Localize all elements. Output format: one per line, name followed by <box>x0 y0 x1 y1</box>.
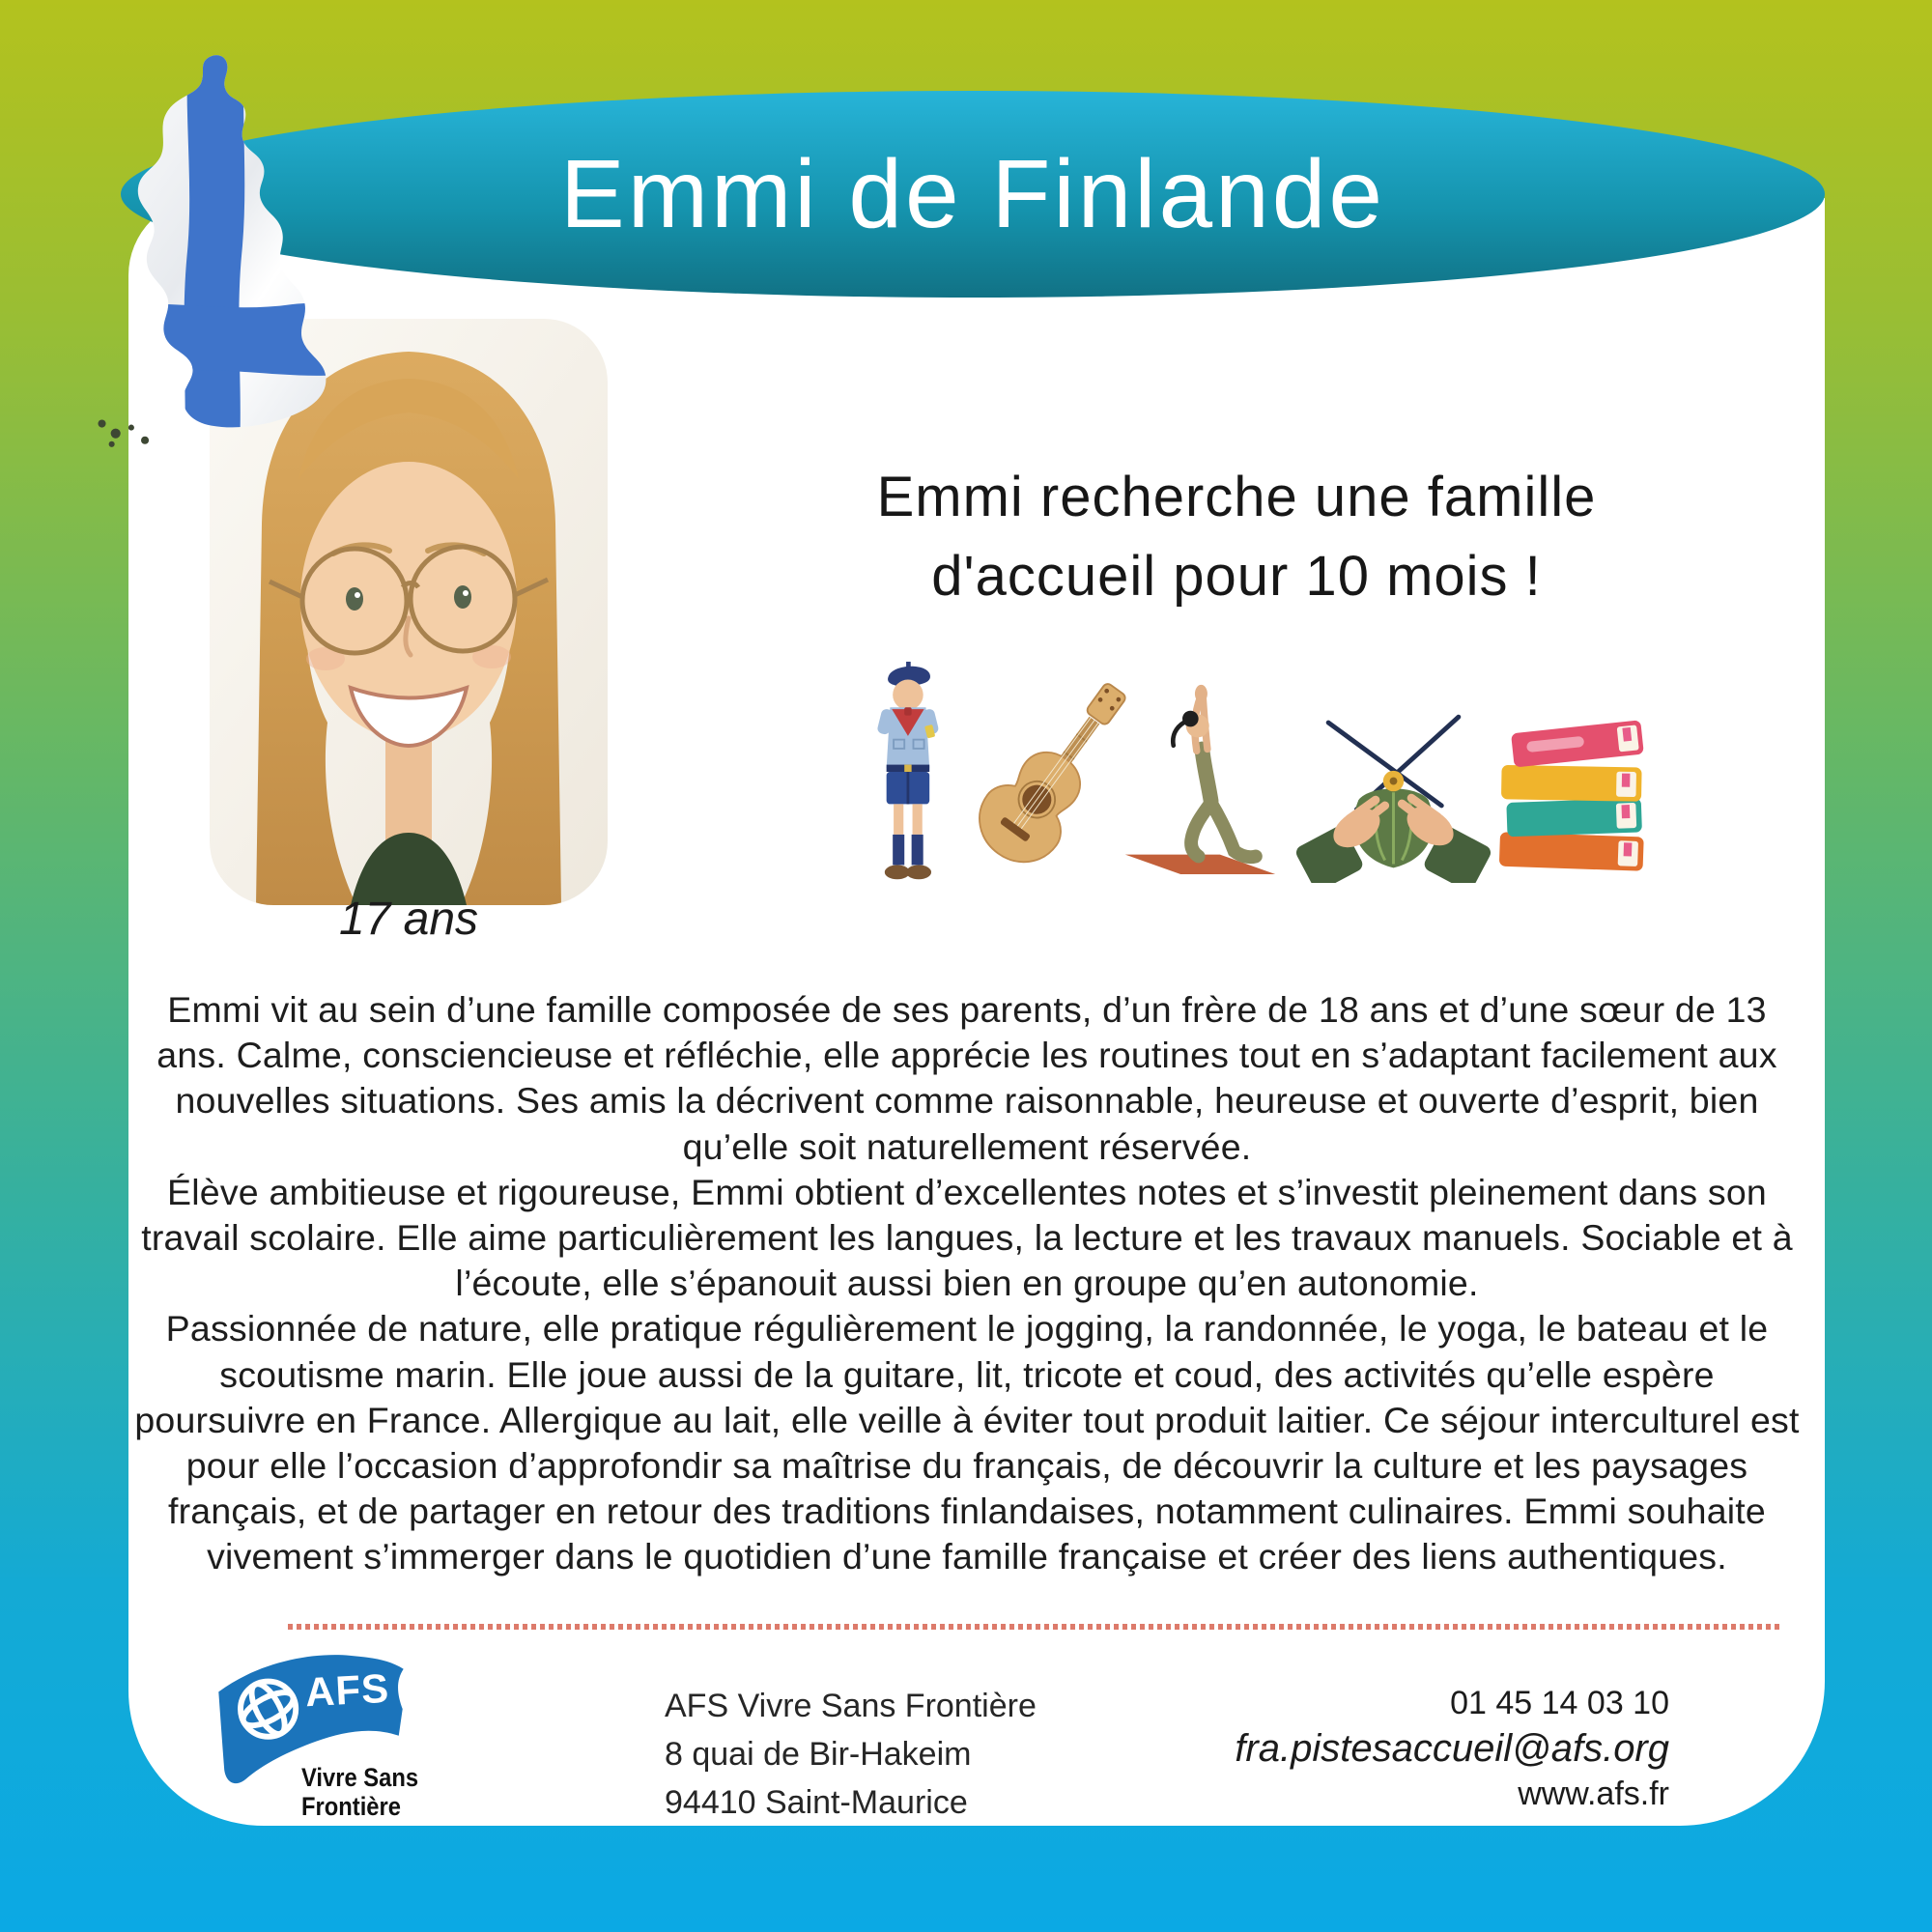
description-paragraph-3: Passionnée de nature, elle pratique régulièrement le jogging, la randonnée, le yoga, le bateau et le scoutisme marin. Elle joue aussi de la guitare, lit, tricote et coud, des activités qu’elle espère poursuivre en France. Allergique au lait, elle veille à éviter tout produit laitier. Ce séjour interculturel est pour elle l’occasion d’approfondir sa maîtrise du français, de découvrir la culture et les paysages français, et de partager en retour des traditions finlandaises, notamment culinaires. Emmi souhaite vivement s’immerger dans le quotidien d’une famille française et créer des liens authentiques. <box>134 1308 1800 1577</box>
afs-tagline-line2: Frontière <box>301 1792 401 1821</box>
headline-line2: d'accueil pour 10 mois ! <box>931 545 1542 609</box>
dotted-divider <box>288 1624 1783 1630</box>
description-paragraph-2: Élève ambitieuse et rigoureuse, Emmi obtient d’excellentes notes et s’investit pleinement dans son travail scolaire. Elle aime particulièrement les langues, la lecture et les travaux manuels. Sociable et à l’écoute, elle s’épanouit aussi bien en groupe qu’en autonomie. <box>141 1171 1793 1304</box>
afs-logo-text: AFS <box>303 1664 391 1716</box>
headline <box>676 458 1797 617</box>
email-address: fra.pistesaccueil@afs.org <box>1235 1727 1669 1770</box>
afs-logo-tagline <box>301 1763 418 1821</box>
guitar-icon <box>945 674 1126 885</box>
afs-logo <box>211 1648 442 1827</box>
footer-contact <box>1235 1681 1669 1816</box>
description-paragraph-1: Emmi vit au sein d’une famille composée de ses parents, d’un frère de 18 ans et d’une sœur de 13 ans. Calme, consciencieuse et réfléchie, elle apprécie les routines tout en s’adaptant facilement aux nouvelles situations. Ses amis la décrivent comme raisonnable, heureuse et ouverte d’esprit, bien qu’elle soit naturellement réservée. <box>156 989 1777 1167</box>
finland-flag-map-icon <box>83 50 363 461</box>
phone-number: 01 45 14 03 10 <box>1450 1685 1669 1721</box>
yoga-icon <box>1111 668 1290 886</box>
website-url: www.afs.fr <box>1518 1776 1669 1812</box>
afs-tagline-line1: Vivre Sans <box>301 1763 419 1792</box>
org-name: AFS Vivre Sans Frontière <box>665 1688 1037 1724</box>
headline-line1: Emmi recherche une famille <box>876 466 1597 528</box>
address-line2: 94410 Saint-Maurice <box>665 1784 968 1821</box>
address-line1: 8 quai de Bir-Hakeim <box>665 1736 972 1773</box>
knitting-icon <box>1294 692 1492 883</box>
books-icon <box>1492 686 1659 884</box>
age-label: 17 ans <box>338 894 479 945</box>
footer-address <box>665 1682 1037 1827</box>
scout-icon <box>858 649 956 883</box>
description-text <box>131 987 1803 1580</box>
title-banner <box>121 91 1825 298</box>
page-title: Emmi de Finlande <box>560 139 1385 248</box>
